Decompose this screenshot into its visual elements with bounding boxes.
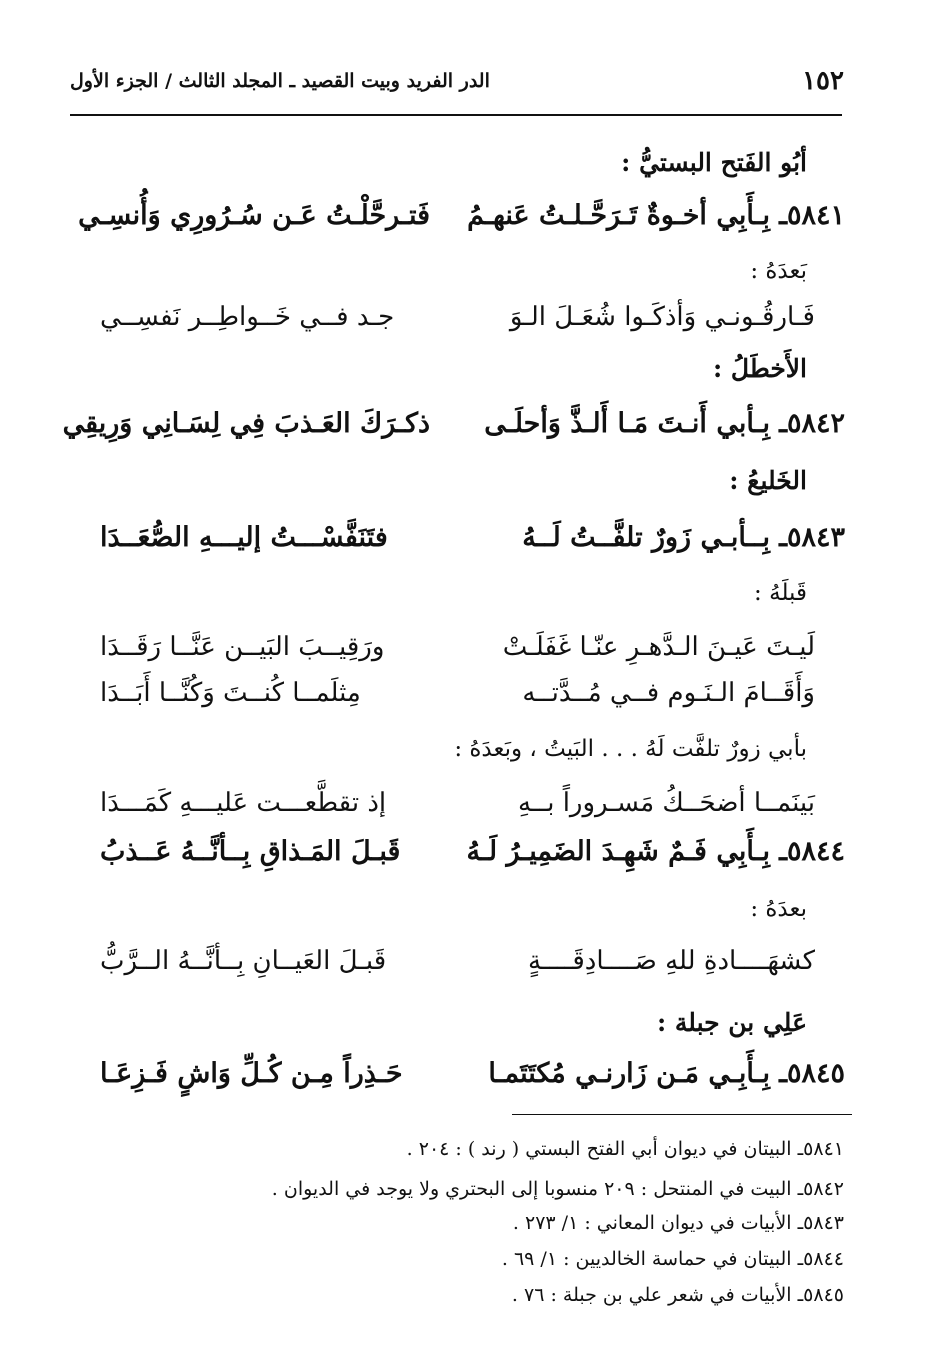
second-hemistich: قَبـلَ المَـذاقِ بِــأنَّــهُ عَــذبُ [100, 836, 401, 867]
first-hemistich: كشهَــــادةِ للهِ صَــــادِقَــــةٍ [527, 946, 815, 976]
footnote-rule [512, 1114, 852, 1115]
first-hemistich: بِــأبـي زَورٌ تلفَّــتُ لَــهُ [522, 522, 770, 553]
verse-line [100, 632, 845, 672]
verse-line [100, 788, 845, 828]
verse-line [100, 522, 845, 562]
first-hemistich: بِـأبي أَنـتَ مَـا أَلـذَّ وَأحلَـى [484, 408, 770, 439]
verse-note: بَعدَهُ : [750, 258, 807, 284]
footnote: ٥٨٤١ـ البيتان في ديوان أبي الفتح البستي ( رند ) : ٢٠٤ . [406, 1138, 844, 1160]
second-hemistich: ورَقِيــبَ البَيــن عَنَّــا رَقَــدَا [100, 632, 385, 662]
poet-name: عَلِي بن جبلة : [656, 1008, 807, 1037]
footnote: ٥٨٤٤ـ البيتان في حماسة الخالديين : ١/ ٦٩ . [501, 1248, 844, 1270]
header-rule [70, 114, 842, 116]
verse-number: ٥٨٤٥ـ [779, 1058, 845, 1089]
page-number: ١٥٢ [802, 66, 844, 96]
poet-name: الأَخطَلُ : [712, 354, 807, 383]
footnote: ٥٨٤٥ـ الأبيات في شعر علي بن جبلة : ٧٦ . [511, 1284, 844, 1306]
first-hemistich: بِـأَبِي فَـمٌ شَهِـدَ الضَمِيـرُ لَـهُ [466, 836, 770, 867]
running-title: الدر الفريد وبيت القصيد ـ المجلد الثالث / الجزء الأول [70, 70, 490, 92]
second-hemistich: قَبـلَ العَيــانِ بِــأنَّــهُ الــرَّبُّ [100, 946, 387, 976]
second-hemistich: فتَنَفَّسْـــتُ إليـــهِ الصُّعَــدَا [100, 522, 388, 553]
verse-note: بعدَهُ : [750, 896, 807, 922]
second-hemistich: حَـذِراً مِـن كُـلِّ وَاشٍ فَـزِعَـا [100, 1058, 403, 1089]
first-hemistich: بِـأَبِي أخـوةٌ تَـرَحَّـلـتُ عَنهـمُ [467, 200, 770, 231]
second-hemistich: فَتـرحَّلْـتُ عَـن سُـرُورِي وَأُنسِـي [78, 200, 430, 231]
verse-number: ٥٨٤١ـ [779, 200, 845, 231]
footnote: ٥٨٤٣ـ الأبيات في ديوان المعاني : ١/ ٢٧٣ . [512, 1212, 844, 1234]
verse-line [100, 836, 845, 876]
verse-line [78, 200, 845, 240]
page-header [70, 66, 844, 106]
verse-line [100, 1058, 845, 1098]
second-hemistich: جـد فــي خَــواطِــر نَفسِــي [100, 302, 395, 332]
first-hemistich: بِـأَبِـي مَـن زَارنـي مُكتَتَمـا [488, 1058, 770, 1089]
second-hemistich: مِثلَمــا كُنــتَ وَكُنَّــا أَبَــدَا [100, 678, 361, 708]
first-hemistich: وَأَقَــامَ الـنَـوم فــي مُــدَّتــه [522, 678, 815, 708]
verse-note: قَبلَهُ : [754, 580, 807, 606]
verse-line [100, 678, 845, 718]
verse-number: ٥٨٤٣ـ [779, 522, 845, 553]
poet-name: أبُو الفَتح البستيُّ : [621, 148, 807, 177]
verse-line [62, 408, 845, 448]
second-hemistich: إذ تقطَّعـــت عَليـــهِ كَمَـــدَا [100, 788, 387, 818]
verse-number: ٥٨٤٢ـ [779, 408, 845, 439]
verse-line [100, 946, 845, 986]
verse-number: ٥٨٤٤ـ [779, 836, 845, 867]
first-hemistich: فَـارقُـونـي وَأذكَـوا شُعَـلَ الـوَ [509, 302, 815, 332]
footnote: ٥٨٤٢ـ البيت في المنتحل : ٢٠٩ منسوبا إلى البحتري ولا يوجد في الديوان . [271, 1178, 844, 1200]
verse-line [100, 302, 845, 342]
second-hemistich: ذكـرَكَ العَـذبَ فِي لِسَـانِي وَرِيقِي [62, 408, 430, 439]
first-hemistich: بَينَمــا أضحَــكُ مَسـروراً بــهِ [518, 788, 815, 818]
poet-name: الخَليعُ : [729, 466, 807, 495]
verse-note: بأبي زورٌ تلفَّت لَهُ . . . البَيتُ ، وبَعدَهُ : [454, 736, 807, 762]
first-hemistich: لَيـتَ عَيـنَ الـدَّهـرِ عنّـا غَفَلَـتْ [502, 632, 815, 662]
